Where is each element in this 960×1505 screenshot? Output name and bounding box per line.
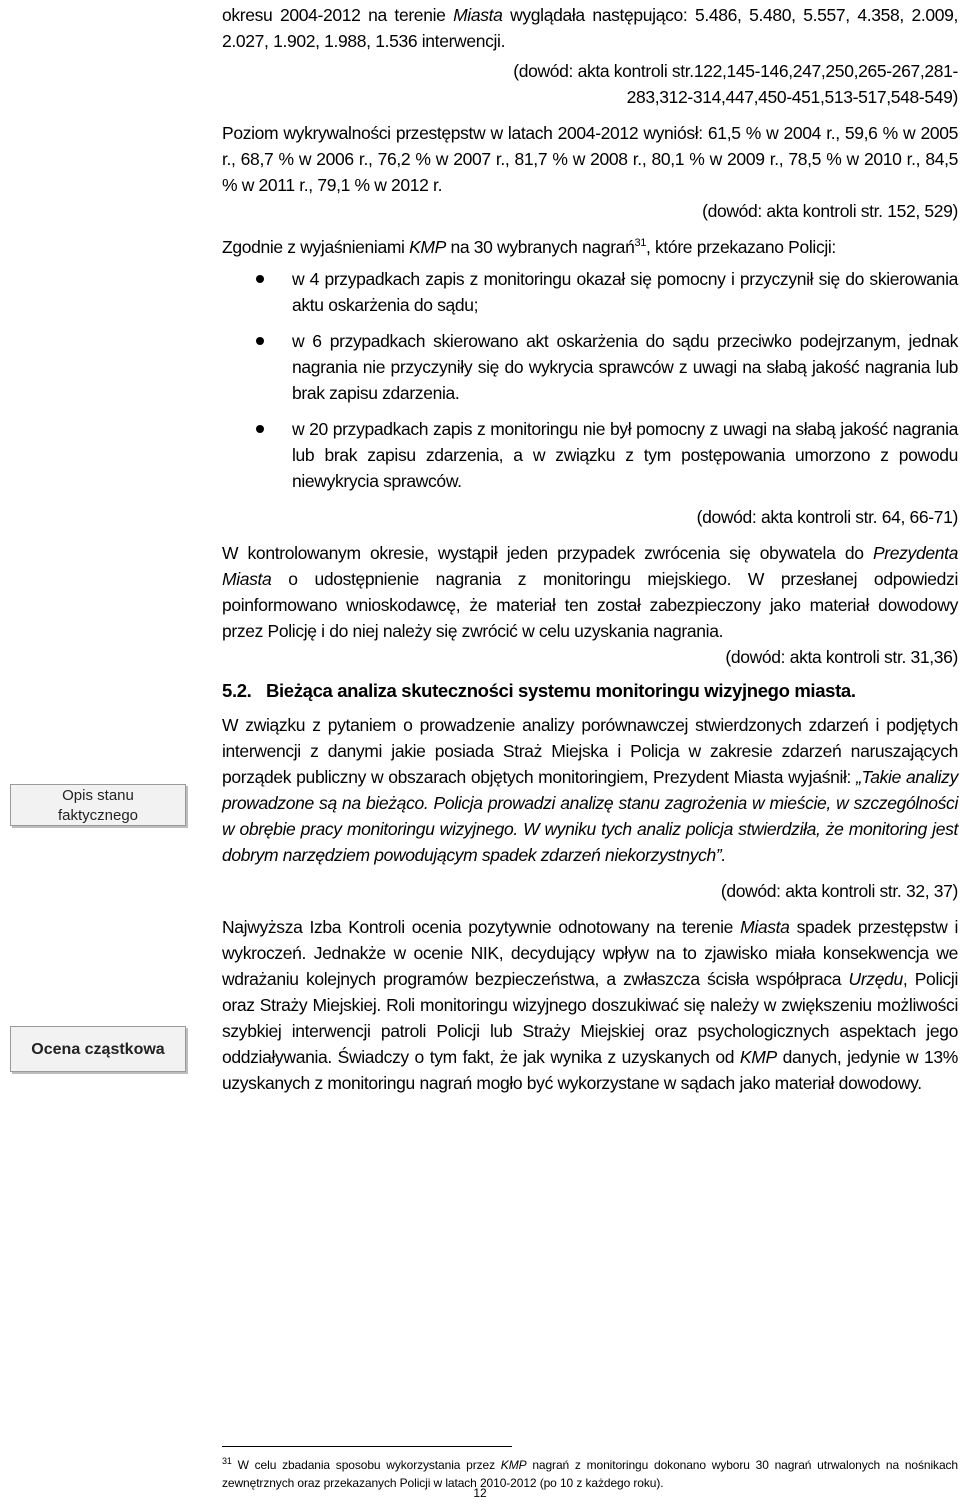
text-run-italic: Miasta bbox=[453, 5, 503, 25]
margin-sidebar bbox=[0, 0, 200, 1505]
bullet-dot-icon bbox=[256, 337, 264, 345]
text-run: okresu 2004-2012 na terenie bbox=[222, 5, 454, 25]
page-number: 12 bbox=[473, 1486, 487, 1500]
text-run: , Policji oraz Straży Miejskiej. Roli monitoringu wizyjnego doszukiwać się należy w zwiększeniu możliwości szybkiej interwencji patroli Policji lub Straży Miejskiej oraz psychologicznych aspektach jego oddziaływania. Świadczy o tym fakt, że jak wynika z uzyskanych od bbox=[222, 969, 958, 1067]
text-run: , które przekazano Policji: bbox=[646, 237, 836, 257]
list-item-text: w 4 przypadkach zapis z monitoringu okazał się pomocny i przyczynił się do skierowania aktu oskarżenia do sądu; bbox=[292, 269, 958, 315]
text-run: na 30 wybranych nagrań bbox=[445, 237, 635, 257]
section-title: Bieżąca analiza skuteczności systemu monitoringu wizyjnego miasta. bbox=[266, 680, 856, 701]
kmp-bullet-list bbox=[222, 266, 958, 494]
analiza-paragraph bbox=[222, 712, 958, 868]
evidence-ref-1 bbox=[222, 58, 958, 84]
section-heading bbox=[222, 678, 958, 704]
evidence-ref-3: (dowód: akta kontroli str. 64, 66-71) bbox=[696, 507, 958, 527]
text-run-italic: Prezydenta Miasta bbox=[222, 543, 958, 589]
evidence-line: 283,312-314,447,450-451,513-517,548-549) bbox=[626, 87, 958, 107]
evidence-ref-4: (dowód: akta kontroli str. 31,36) bbox=[725, 647, 958, 667]
evidence-ref-5: (dowód: akta kontroli str. 32, 37) bbox=[720, 881, 958, 901]
document-body bbox=[222, 2, 958, 1096]
text-run: wyglądała następująco: 5.486, 5.480, 5.557, 4.358, 2.009, 2.027, 1.902, 1.988, 1.536 interwencji. bbox=[222, 5, 959, 51]
footnote-ref[interactable]: 31 bbox=[634, 237, 646, 250]
evidence-line: (dowód: akta kontroli str.122,145-146,247,250,265-267,281- bbox=[513, 61, 958, 81]
opis-stanu-label bbox=[10, 784, 186, 826]
text-run-italic: KMP bbox=[500, 1458, 527, 1472]
evidence-ref-1b bbox=[222, 84, 958, 110]
evidence-ref-2: (dowód: akta kontroli str. 152, 529) bbox=[702, 201, 958, 221]
list-item-text: w 6 przypadkach skierowano akt oskarżenia do sądu przeciwko podejrzanym, jednak nagrania nie przyczyniły się do wykrycia sprawców z uwagi na słabą jakość nagrania lub brak zapisu zdarzenia. bbox=[292, 331, 958, 403]
ocena-paragraph bbox=[222, 914, 958, 1096]
footnote-separator bbox=[222, 1446, 512, 1447]
opis-line-1: Opis stanu bbox=[62, 787, 134, 804]
text-run: W kontrolowanym okresie, wystąpił jeden przypadek zwrócenia się obywatela do bbox=[222, 543, 873, 563]
text-run-italic: Urzędu bbox=[848, 969, 903, 989]
ocena-czastkowa-label: Ocena cząstkowa bbox=[10, 1026, 186, 1072]
text-run: o udostępnienie nagrania z monitoringu miejskiego. W przesłanej odpowiedzi poinformowano wnioskodawcę, że materiał ten został zabezpieczony jako materiał dowodowy przez Policję i do niej należy się zwrócić w celu uzyskania nagrania. bbox=[222, 569, 958, 641]
bullet-dot-icon bbox=[256, 275, 264, 283]
quote-italic: „Takie analizy prowadzone są na bieżąco. Policja prowadzi analizę stanu zagrożenia w mieście, w szczególności w obrębie pracy monitoringu wizyjnego. W wyniku tych analiz policja stwierdziła, że monitoring jest dobrym narzędziem powodującym spadek zdarzeń niekorzystnych”. bbox=[222, 767, 958, 865]
opis-line-2: faktycznego bbox=[57, 807, 139, 824]
list-item-text: w 20 przypadkach zapis z monitoringu nie był pomocny z uwagi na słabą jakość nagrania lub brak zapisu zdarzenia, a w związku z tym postępowania umorzono z powodu niewykrycia sprawców. bbox=[292, 419, 958, 491]
text-run: Najwyższa Izba Kontroli ocenia pozytywnie odnotowany na terenie bbox=[222, 917, 741, 937]
list-item bbox=[222, 266, 958, 318]
text-run: Zgodnie z wyjaśnieniami bbox=[222, 237, 410, 257]
text-run: spadek przestępstw i wykroczeń. Jednakże w ocenie NIK, decydujący wpływ na to zjawisko miała konsekwencja we wdrażaniu kolejnych programów bezpieczeństwa, a zwłaszcza ścisła współpraca bbox=[222, 917, 958, 989]
text-run: W celu zbadania sposobu wykorzystania przez bbox=[231, 1458, 501, 1472]
text-run-italic: KMP bbox=[409, 237, 446, 257]
intro-paragraph bbox=[222, 2, 958, 54]
list-item bbox=[222, 328, 958, 406]
wykrywalnosc-paragraph: Poziom wykrywalności przestępstw w latach 2004-2012 wyniósł: 61,5 % w 2004 r., 59,6 % w 2005 r., 68,7 % w 2006 r., 76,2 % w 2007 r., 81,7 % w 2008 r., 80,1 % w 2009 r., 78,5 % w 2010 r., 84,5 % w 2011 r., 79,1 % w 2012 r. bbox=[222, 123, 958, 195]
list-item bbox=[222, 416, 958, 494]
section-number: 5.2. bbox=[222, 680, 252, 701]
text-run-italic: Miasta bbox=[740, 917, 790, 937]
text-run-italic: KMP bbox=[739, 1047, 777, 1067]
zwrocenie-paragraph bbox=[222, 540, 958, 644]
text-run: danych, jedynie w 13% uzyskanych z monitoringu nagrań mogło być wykorzystane w sądach jako materiał dowodowy. bbox=[222, 1047, 958, 1093]
text-run: W związku z pytaniem o prowadzenie analizy porównawczej stwierdzonych zdarzeń i podjętych interwencji z danymi jakie posiada Straż Miejska i Policja w zakresie zdarzeń naruszających porządek publiczny w obszarach objętych monitoringiem, Prezydent Miasta wyjaśnił: bbox=[222, 715, 958, 787]
footnote-number: 31 bbox=[222, 1456, 232, 1466]
text-run: nagrań z monitoringu dokonano wyboru 30 nagrań utrwalonych na nośnikach zewnętrznych oraz przekazanych Policji w latach 2010-2012 (po 10 z każdego roku). bbox=[222, 1458, 958, 1490]
bullet-dot-icon bbox=[256, 425, 264, 433]
kmp-paragraph bbox=[222, 234, 958, 260]
